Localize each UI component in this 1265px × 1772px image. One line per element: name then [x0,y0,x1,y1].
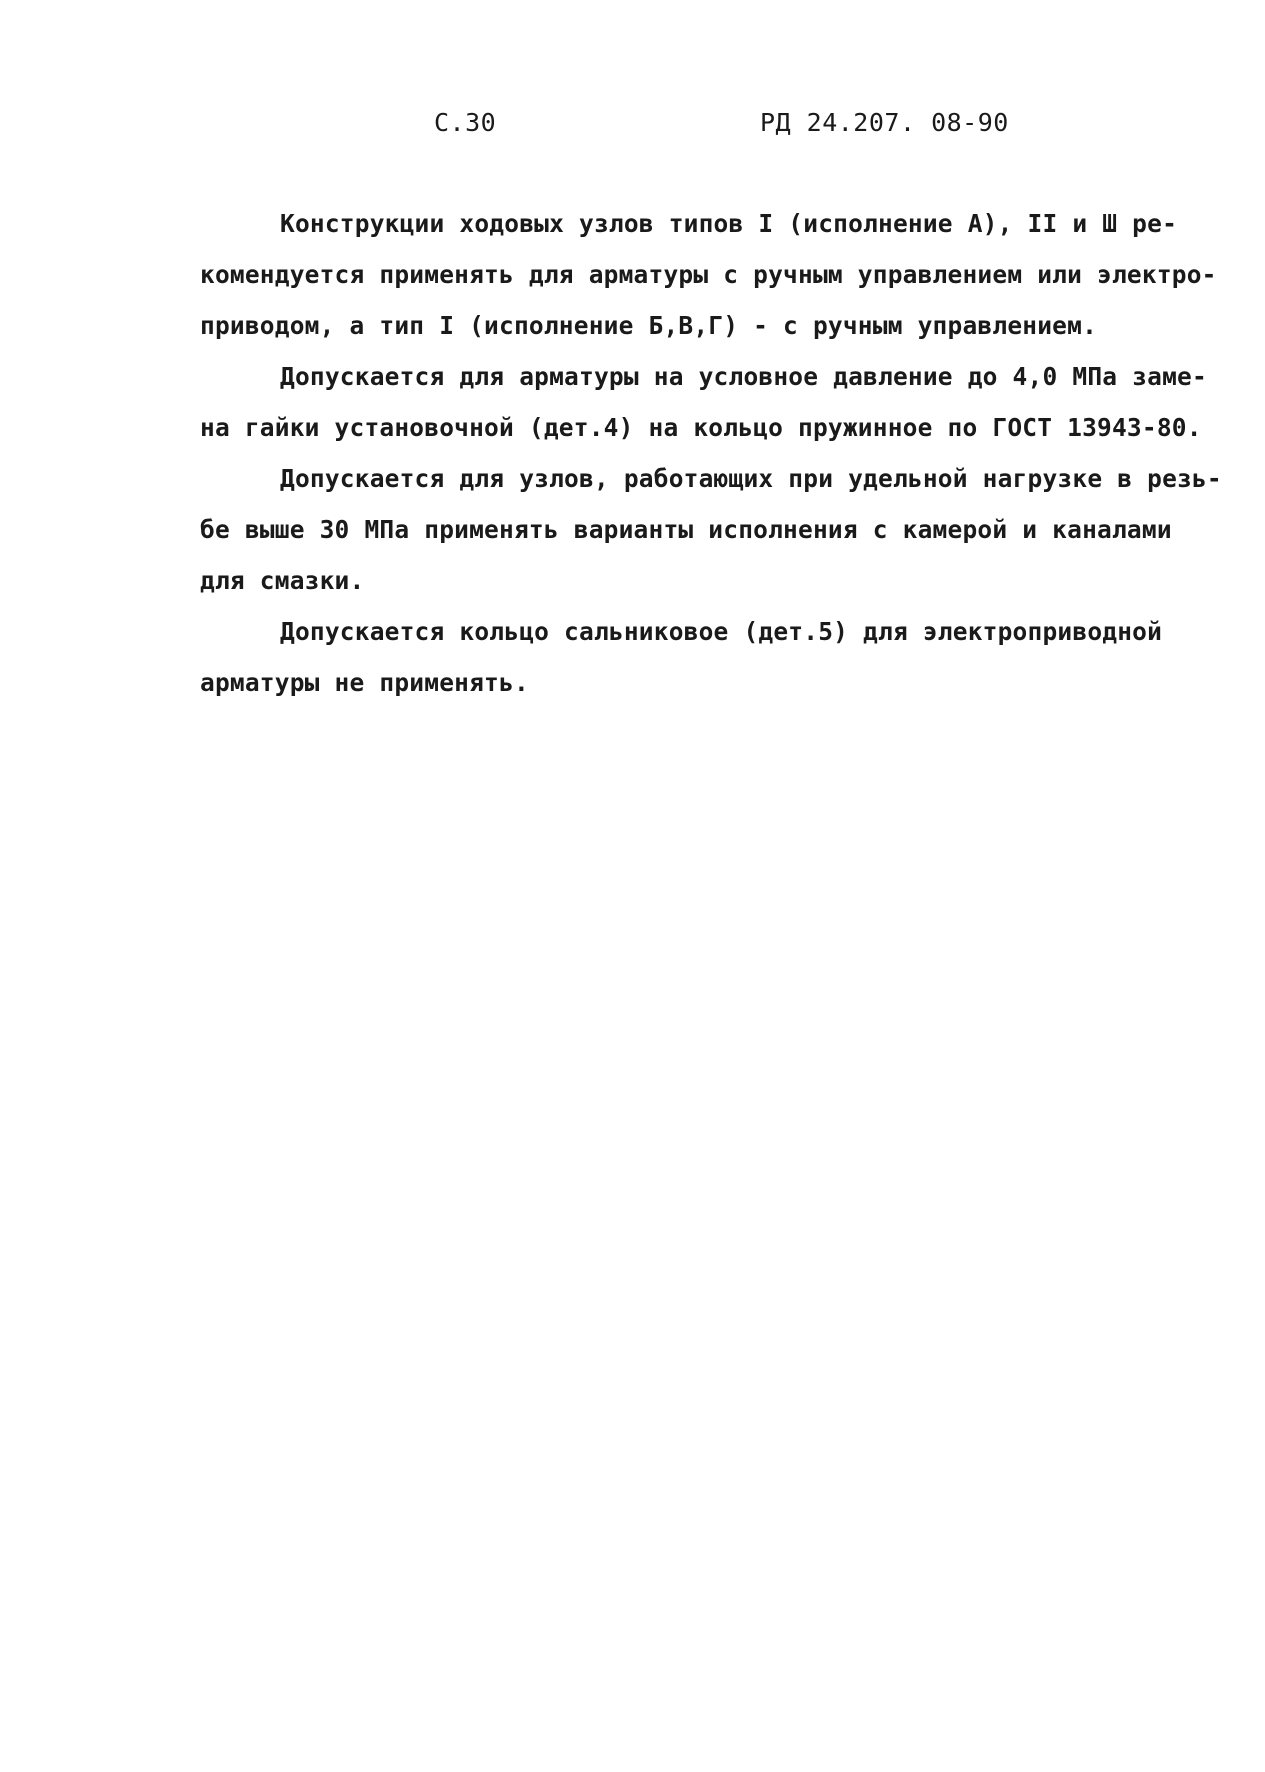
page-header [0,108,1265,148]
text-line: комендуется применять для арматуры с ручным управлением или электро- [200,260,1217,289]
document-code: РД 24.207. 08-90 [760,108,1009,137]
text-line: для смазки. [200,566,365,595]
text-line: Допускается кольцо сальниковое (дет.5) для электроприводной [280,617,1163,646]
document-body [200,198,1230,708]
text-line: арматуры не применять. [200,668,529,697]
text-line: Допускается для арматуры на условное давление до 4,0 МПа заме- [280,362,1207,391]
page-number: С.30 [434,108,497,137]
paragraph [200,453,1230,606]
paragraph [200,198,1230,351]
paragraph [200,351,1230,453]
text-line: Конструкции ходовых узлов типов I (исполнение А), II и Ш ре- [280,209,1178,238]
text-line: Допускается для узлов, работающих при удельной нагрузке в резь- [280,464,1222,493]
text-line: бе выше 30 МПа применять варианты исполнения с камерой и каналами [200,515,1172,544]
text-line: приводом, а тип I (исполнение Б,В,Г) - с ручным управлением. [200,311,1098,340]
text-line: на гайки установочной (дет.4) на кольцо пружинное по ГОСТ 13943-80. [200,413,1202,442]
paragraph [200,606,1230,708]
